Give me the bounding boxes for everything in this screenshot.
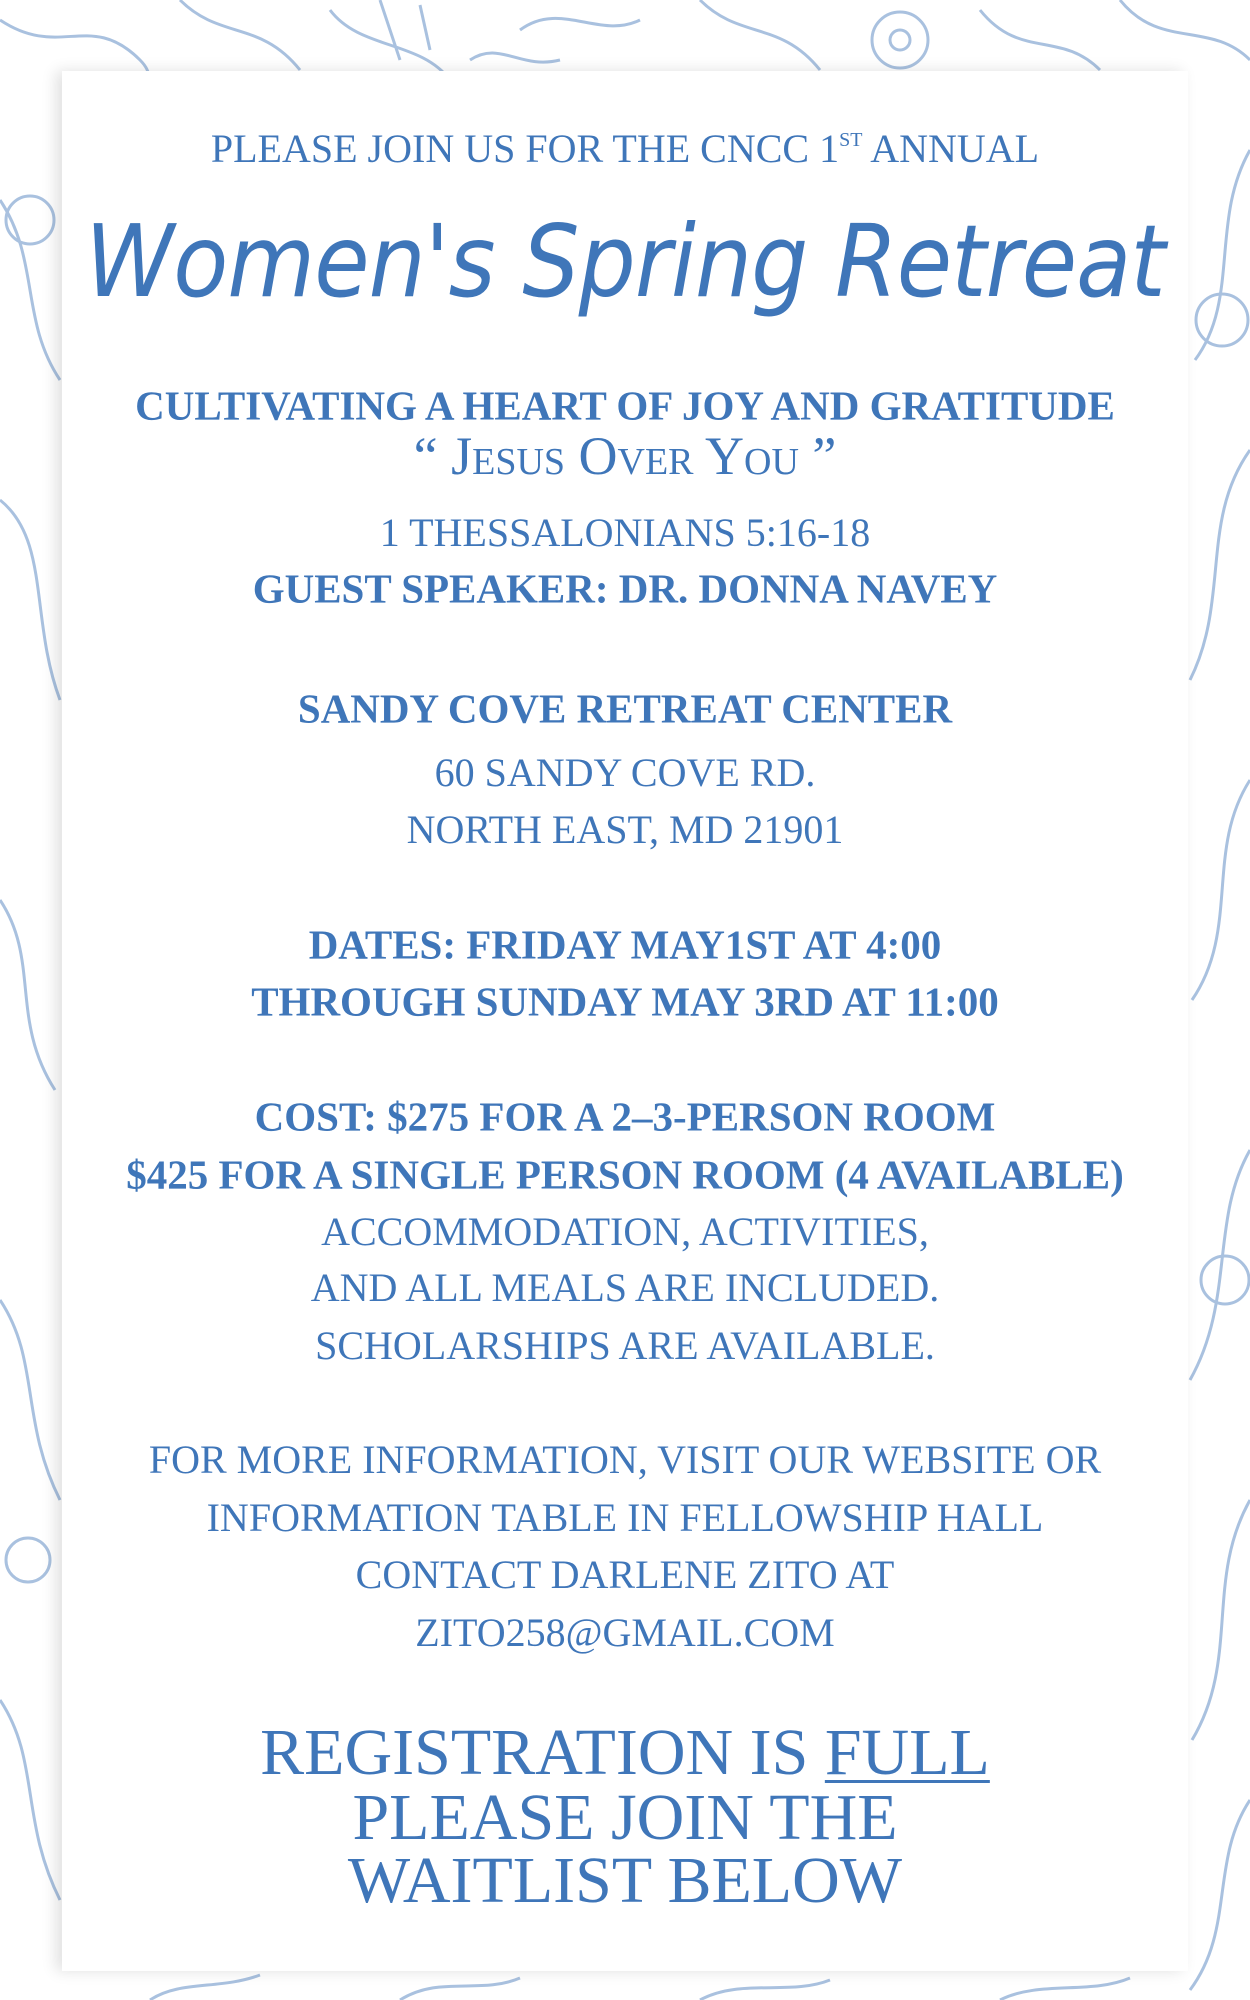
speaker-line: GUEST SPEAKER: DR. DONNA NAVEY bbox=[252, 565, 998, 612]
cost-line-5: SCHOLARSHIPS ARE AVAILABLE. bbox=[315, 1323, 935, 1368]
info-line-3: CONTACT DARLENE ZITO AT bbox=[355, 1552, 895, 1597]
cost-line-1: COST: $275 FOR A 2–3-PERSON ROOM bbox=[254, 1093, 996, 1140]
cost-line-2: $425 FOR A SINGLE PERSON ROOM (4 AVAILABLE) bbox=[126, 1151, 1124, 1198]
registration-line-2: PLEASE JOIN THE bbox=[352, 1781, 898, 1854]
event-title: Women's Spring Retreat bbox=[85, 203, 1165, 320]
theme-line: CULTIVATING A HEART OF JOY AND GRATITUDE bbox=[135, 382, 1115, 429]
venue-street: 60 SANDY COVE RD. bbox=[434, 750, 816, 795]
registration-status: FULL bbox=[824, 1716, 990, 1789]
info-line-1: FOR MORE INFORMATION, VISIT OUR WEBSITE OR bbox=[148, 1437, 1102, 1482]
dates-line-1: DATES: FRIDAY MAY1ST AT 4:00 bbox=[308, 921, 942, 968]
registration-line-3: WAITLIST BELOW bbox=[347, 1844, 903, 1917]
venue-name: SANDY COVE RETREAT CENTER bbox=[297, 685, 953, 732]
info-line-2: INFORMATION TABLE IN FELLOWSHIP HALL bbox=[206, 1495, 1044, 1540]
verse-line: 1 THESSALONIANS 5:16-18 bbox=[379, 510, 871, 555]
cost-line-4: AND ALL MEALS ARE INCLUDED. bbox=[310, 1265, 940, 1310]
registration-line-1: REGISTRATION IS FULL bbox=[260, 1716, 990, 1789]
dates-line-2: THROUGH SUNDAY MAY 3RD AT 11:00 bbox=[251, 978, 999, 1025]
cost-line-3: ACCOMMODATION, ACTIVITIES, bbox=[321, 1209, 929, 1254]
intro-line: PLEASE JOIN US FOR THE CNCC 1ST ANNUAL bbox=[210, 126, 1040, 171]
motto-line: “ Jesus Over You ” bbox=[413, 426, 837, 486]
venue-city: NORTH EAST, MD 21901 bbox=[406, 807, 844, 852]
contact-email[interactable]: ZITO258@GMAIL.COM bbox=[415, 1610, 835, 1655]
